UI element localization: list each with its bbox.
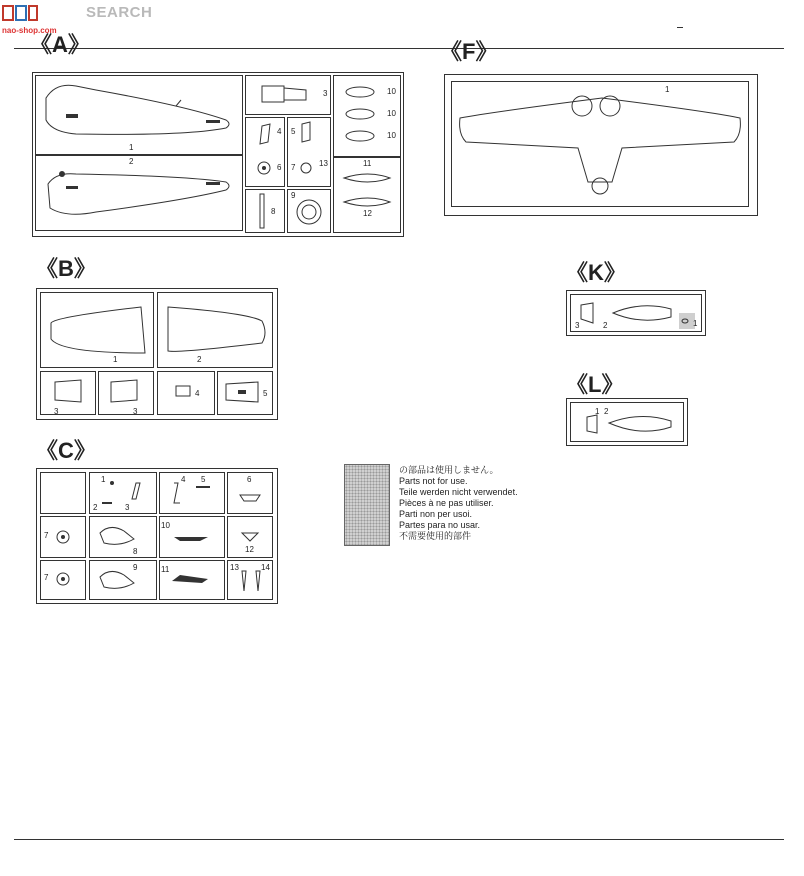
sprue-f-cell-1: [451, 81, 749, 207]
part-number: 7: [44, 573, 49, 582]
part-number: 5: [291, 127, 296, 136]
part-number: 6: [247, 475, 252, 484]
wing-upper-left-icon: [41, 293, 153, 367]
section-label-a: 《A》: [30, 32, 90, 57]
sprue-k-cell: [570, 294, 702, 332]
part-number: 11: [161, 565, 170, 574]
watermark-sub: nao-shop.com: [2, 26, 57, 35]
legend-line: Parts not for use.: [399, 476, 468, 486]
sprue-b-cell-2: [157, 292, 273, 368]
part-3-icon: [41, 372, 95, 414]
part-11-icon: [160, 561, 224, 599]
part-number: 1: [693, 319, 698, 328]
sprue-b-cell-1: [40, 292, 154, 368]
part-number: 2: [93, 503, 98, 512]
sprue-b-cell-3a: [40, 371, 96, 415]
part-number: 6: [277, 163, 282, 172]
part-number: 2: [604, 407, 609, 416]
watermark-brand: SEARCH: [86, 4, 153, 21]
part-number: 2: [603, 321, 608, 330]
canopy-icon: [571, 295, 701, 331]
part-number: 3: [125, 503, 130, 512]
mark-dash: [677, 27, 683, 28]
part-number: 1: [113, 355, 118, 364]
sprue-k: [566, 290, 706, 336]
part-number: 12: [245, 545, 254, 554]
part-number: 10: [161, 521, 170, 530]
part-number: 10: [387, 87, 396, 96]
legend-line: Parti non per usoi.: [399, 509, 473, 519]
fuselage-half-icon: [36, 76, 242, 154]
part-number: 3: [54, 407, 59, 416]
sprue-b: [36, 288, 278, 420]
wing-upper-right-icon: [158, 293, 272, 367]
section-label-l: 《L》: [566, 372, 624, 397]
part-number: 13: [230, 563, 239, 572]
part-number: 3: [575, 321, 580, 330]
legend-line: Partes para no usar.: [399, 520, 481, 530]
part-8-icon: [246, 190, 284, 232]
part-number: 9: [291, 191, 296, 200]
sprue-a-cell-8: [245, 189, 285, 233]
legend-line: の部品は使用しません。: [399, 465, 499, 475]
part-number: 2: [129, 157, 134, 166]
part-number: 4: [277, 127, 282, 136]
part-number: 2: [197, 355, 202, 364]
section-label-k: 《K》: [566, 260, 626, 285]
part-number: 4: [195, 389, 200, 398]
section-label-c: 《C》: [36, 438, 96, 463]
legend-shaded-swatch: [344, 464, 390, 546]
fuselage-half-icon: [36, 156, 242, 230]
sprue-c: [36, 468, 278, 604]
part-3-icon: [99, 372, 153, 414]
sprue-a-cell-2: [35, 155, 243, 231]
part-4-icon: [160, 473, 224, 513]
section-label-b: 《B》: [36, 256, 96, 281]
part-8-icon: [90, 517, 156, 557]
sprue-a-cell-3: [245, 75, 331, 115]
part-number: 12: [363, 209, 372, 218]
sprue-l-cell: [570, 402, 684, 442]
sprue-c-cell-9: [89, 560, 157, 600]
part-number: 5: [201, 475, 206, 484]
part-number: 8: [133, 547, 138, 556]
part-number: 1: [665, 85, 670, 94]
sprue-a-cell-1: [35, 75, 243, 155]
part-number: 7: [44, 531, 49, 540]
part-number: 5: [263, 389, 268, 398]
legend-text: [399, 465, 518, 542]
wing-lower-icon: [452, 82, 748, 206]
part-number: 13: [319, 159, 328, 168]
part-number: 10: [387, 131, 396, 140]
part-number: 1: [129, 143, 134, 152]
sprue-l: [566, 398, 688, 446]
part-number: 1: [101, 475, 106, 484]
sprue-b-cell-3b: [98, 371, 154, 415]
part-3-icon: [246, 76, 330, 114]
part-number: 8: [271, 207, 276, 216]
part-number: 10: [387, 109, 396, 118]
part-number: 3: [133, 407, 138, 416]
sprue-a-cell-11: [333, 157, 401, 233]
sprue-c-cell-8: [89, 516, 157, 558]
part-number: 1: [595, 407, 600, 416]
part-11-icon: [334, 158, 400, 232]
legend-line: Teile werden nicht verwendet.: [399, 487, 518, 497]
part-number: 11: [363, 159, 372, 168]
part-number: 14: [261, 563, 270, 572]
part-number: 9: [133, 563, 138, 572]
section-label-f: 《F》: [440, 39, 498, 64]
sprue-a: [32, 72, 404, 237]
part-number: 7: [291, 163, 296, 172]
sprue-f: [444, 74, 758, 216]
legend-line: Pièces à ne pas utiliser.: [399, 498, 494, 508]
part-number: 4: [181, 475, 186, 484]
sprue-c-cell-empty: [40, 472, 86, 514]
sprue-c-cell-4: [159, 472, 225, 514]
part-number: 3: [323, 89, 328, 98]
part-1-icon: [90, 473, 156, 513]
watermark-logo-icon: [2, 2, 38, 28]
part-4-icon: [158, 372, 214, 414]
sprue-c-cell-1: [89, 472, 157, 514]
canopy-icon: [571, 403, 683, 441]
part-9-icon: [90, 561, 156, 599]
legend-line: 不需要使用的部件: [399, 531, 472, 541]
sprue-b-cell-4: [157, 371, 215, 415]
